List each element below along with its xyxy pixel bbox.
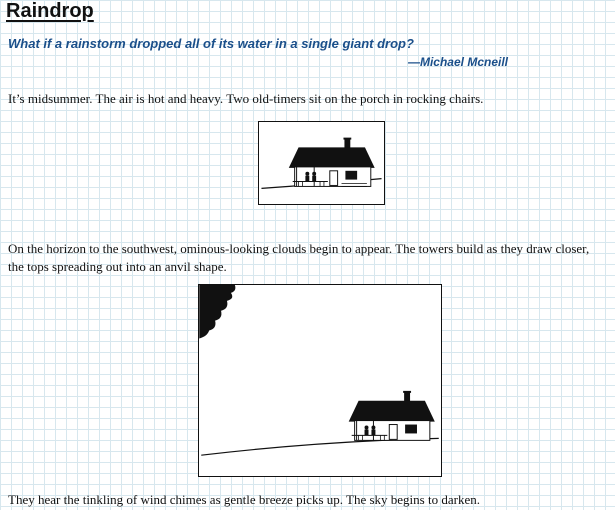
paragraph-1: It’s midsummer. The air is hot and heavy. Two old-timers sit on the porch in rocking chairs.: [8, 91, 484, 106]
paragraph-3: They hear the tinkling of wind chimes as gentle breeze picks up. The sky begins to darken.: [8, 492, 480, 507]
question-attribution: —Michael Mcneill: [407, 55, 508, 69]
article-title: Raindrop: [6, 0, 94, 22]
paragraph-2: On the horizon to the southwest, ominous-looking clouds begin to appear. The towers build as they draw closer, the tops spreading out into an anvil shape.: [8, 241, 590, 274]
comic-panel-2: [198, 284, 442, 477]
storm-cloud-icon: [199, 285, 441, 476]
comic-panel-1: [258, 121, 385, 205]
article-question: What if a rainstorm dropped all of its water in a single giant drop?: [8, 36, 414, 51]
house-icon: [259, 122, 384, 204]
